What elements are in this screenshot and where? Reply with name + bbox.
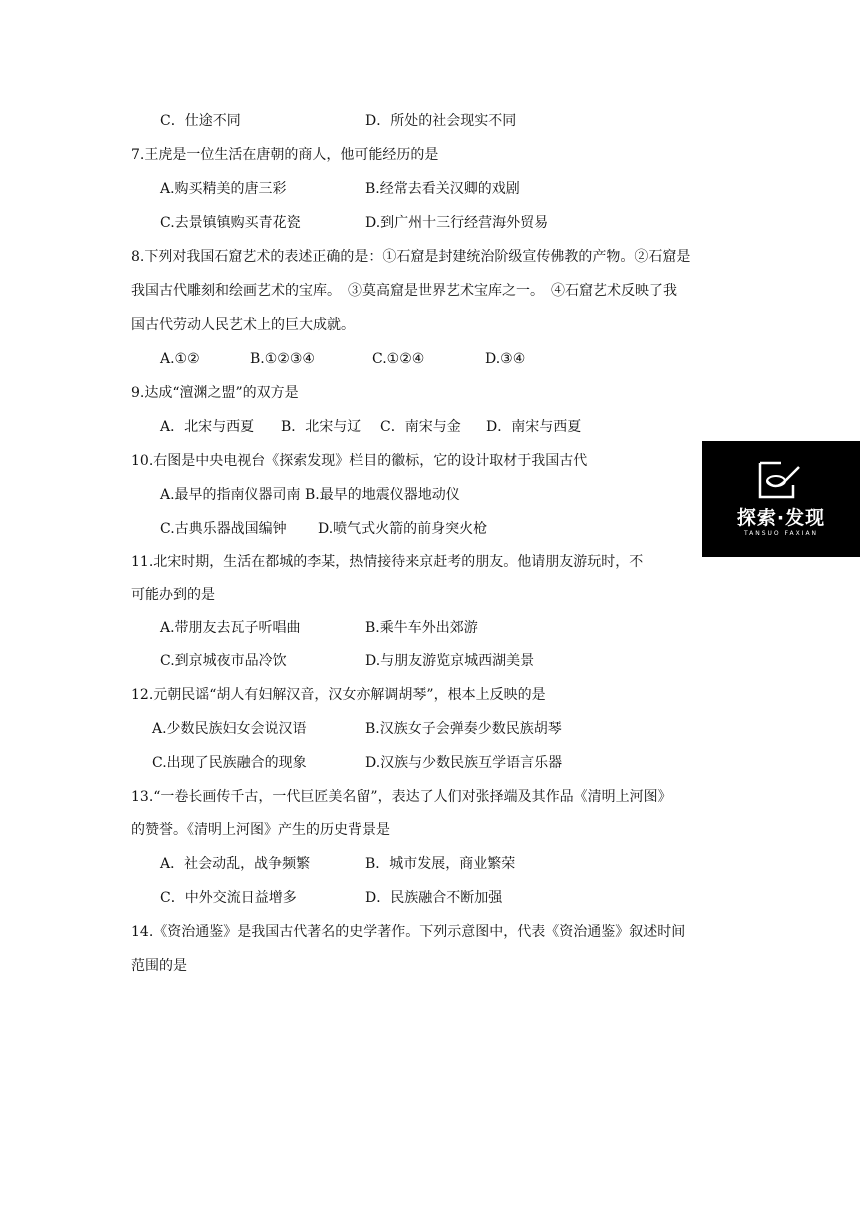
q7-option-b: B.经常去看关汉卿的戏剧 [365, 181, 520, 197]
q12-stem: 12.元朝民谣“胡人有妇解汉音，汉女亦解调胡琴”，根本上反映的是 [131, 687, 546, 703]
q8-option-c: C.①②④ [372, 351, 425, 367]
q12-option-c: C.出现了民族融合的现象 [152, 755, 307, 771]
q13-option-b: B．城市发展，商业繁荣 [365, 856, 516, 872]
q10-stem: 10.右图是中央电视台《探索发现》栏目的徽标，它的设计取材于我国古代 [131, 453, 588, 469]
q12-option-a: A.少数民族妇女会说汉语 [152, 721, 307, 737]
q10-option-c: C.古典乐器战国编钟 [160, 521, 287, 537]
q8-stem-line1: 8.下列对我国石窟艺术的表述正确的是：①石窟是封建统治阶级宣传佛教的产物。②石窟是 [131, 249, 691, 265]
q12-option-b: B.汉族女子会弹奏少数民族胡琴 [365, 721, 562, 737]
q8-stem-line2: 我国古代雕刻和绘画艺术的宝库。 ③莫高窟是世界艺术宝库之一。 ④石窟艺术反映了我 [131, 283, 677, 299]
q9-stem: 9.达成“澶渊之盟”的双方是 [131, 385, 299, 401]
logo-chinese-text: 探索·发现 [736, 507, 826, 529]
q14-stem-line1: 14.《资治通鉴》是我国古代著名的史学著作。下列示意图中，代表《资治通鉴》叙述时间 [131, 924, 686, 940]
q7-stem: 7.王虎是一位生活在唐朝的商人，他可能经历的是 [131, 147, 439, 163]
q9-option-a: A．北宋与西夏 [160, 419, 255, 435]
q7-option-d: D.到广州十三行经营海外贸易 [365, 215, 549, 231]
q8-option-b: B.①②③④ [250, 351, 315, 367]
q13-stem-line2: 的赞誉。《清明上河图》产生的历史背景是 [131, 822, 390, 838]
q13-option-c: C．中外交流日益增多 [160, 890, 297, 906]
q11-option-c: C.到京城夜市品冷饮 [160, 653, 287, 669]
q6-option-c: C．仕途不同 [160, 113, 241, 129]
q8-option-a: A.①② [160, 351, 200, 367]
logo-emblem-icon [757, 461, 803, 499]
q7-option-c: C.去景镇镇购买青花瓷 [160, 215, 301, 231]
q10-option-ab: A.最早的指南仪器司南 B.最早的地震仪器地动仪 [160, 487, 460, 503]
q11-option-b: B.乘牛车外出郊游 [365, 620, 478, 636]
q8-option-d: D.③④ [485, 351, 526, 367]
q10-option-d: D.喷气式火箭的前身突火枪 [318, 521, 488, 537]
q7-option-a: A.购买精美的唐三彩 [160, 181, 287, 197]
q9-option-c: C．南宋与金 [380, 419, 461, 435]
tansuo-faxian-logo [702, 441, 860, 557]
q12-option-d: D.汉族与少数民族互学语言乐器 [365, 755, 563, 771]
logo-pinyin-text: TANSUO FAXIAN [743, 530, 819, 537]
q6-option-d: D．所处的社会现实不同 [365, 113, 517, 129]
q11-stem-line1: 11.北宋时期，生活在都城的李某，热情接待来京赶考的朋友。他请朋友游玩时，不 [131, 554, 644, 570]
q9-option-d: D．南宋与西夏 [486, 419, 582, 435]
q11-stem-line2: 可能办到的是 [131, 587, 215, 603]
q14-stem-line2: 范围的是 [131, 958, 187, 974]
q11-option-d: D.与朋友游览京城西湖美景 [365, 653, 535, 669]
q8-stem-line3: 国古代劳动人民艺术上的巨大成就。 [131, 317, 355, 333]
q13-stem-line1: 13.“一卷长画传千古，一代巨匠美名留”，表达了人们对张择端及其作品《清明上河图》 [131, 789, 672, 805]
q11-option-a: A.带朋友去瓦子听唱曲 [160, 620, 301, 636]
q13-option-a: A．社会动乱，战争频繁 [160, 856, 311, 872]
q9-option-b: B．北宋与辽 [281, 419, 362, 435]
q13-option-d: D．民族融合不断加强 [365, 890, 503, 906]
